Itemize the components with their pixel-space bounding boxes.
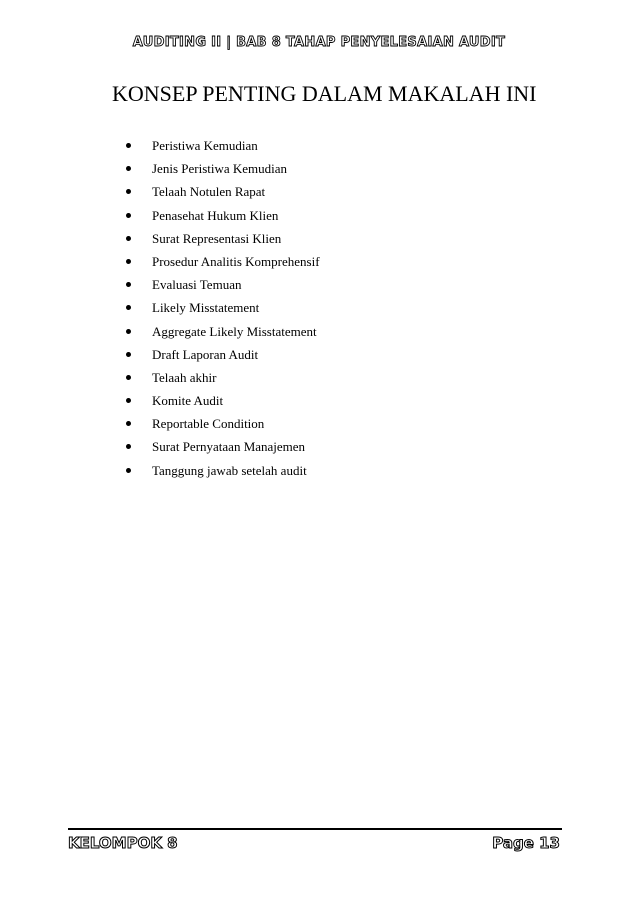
page-title: KONSEP PENTING DALAM MAKALAH INI bbox=[112, 81, 537, 106]
bullet-icon bbox=[126, 282, 131, 287]
running-header: AUDITING II | BAB 8 TAHAP PENYELESAIAN AUDIT bbox=[132, 35, 506, 50]
list-item bbox=[124, 459, 320, 482]
bullet-icon bbox=[126, 189, 131, 194]
footer-group-label: KELOMPOK 8 bbox=[68, 834, 178, 852]
list-item bbox=[124, 343, 320, 366]
list-item bbox=[124, 412, 320, 435]
list-item-label: Reportable Condition bbox=[152, 416, 265, 432]
bullet-icon bbox=[126, 305, 131, 310]
footer-divider bbox=[68, 828, 562, 830]
list-item-label: Telaah Notulen Rapat bbox=[152, 184, 266, 200]
list-item-label: Evaluasi Temuan bbox=[152, 277, 242, 293]
concept-list bbox=[124, 134, 320, 482]
bullet-icon bbox=[126, 398, 131, 403]
bullet-icon bbox=[126, 444, 131, 449]
list-item-label: Likely Misstatement bbox=[152, 300, 260, 316]
list-item-label: Prosedur Analitis Komprehensif bbox=[152, 253, 320, 269]
list-item-label: Jenis Peristiwa Kemudian bbox=[152, 161, 288, 177]
list-item bbox=[124, 134, 320, 157]
list-item-label: Telaah akhir bbox=[152, 369, 217, 385]
bullet-icon bbox=[126, 166, 131, 171]
bullet-icon bbox=[126, 468, 131, 473]
list-item-label: Peristiwa Kemudian bbox=[152, 138, 258, 153]
list-item bbox=[124, 366, 320, 389]
footer-page-number: Page 13 bbox=[492, 834, 560, 852]
bullet-icon bbox=[126, 329, 131, 334]
bullet-icon bbox=[126, 213, 131, 218]
list-item bbox=[124, 227, 320, 250]
list-item-label: Aggregate Likely Misstatement bbox=[152, 323, 317, 339]
list-item bbox=[124, 204, 320, 227]
list-item-label: Penasehat Hukum Klien bbox=[152, 207, 279, 223]
bullet-icon bbox=[126, 259, 131, 264]
list-item bbox=[124, 273, 320, 296]
list-item bbox=[124, 157, 320, 180]
list-item bbox=[124, 250, 320, 273]
list-item bbox=[124, 435, 320, 458]
list-item bbox=[124, 320, 320, 343]
list-item-label: Komite Audit bbox=[152, 393, 224, 409]
list-item bbox=[124, 180, 320, 203]
list-item-label: Draft Laporan Audit bbox=[152, 346, 259, 362]
list-item-label: Surat Representasi Klien bbox=[152, 230, 282, 246]
list-item-label: Tanggung jawab setelah audit bbox=[152, 462, 307, 478]
list-item bbox=[124, 296, 320, 319]
list-item bbox=[124, 389, 320, 412]
bullet-icon bbox=[126, 143, 131, 148]
bullet-icon bbox=[126, 352, 131, 357]
list-item-label: Surat Pernyataan Manajemen bbox=[152, 439, 306, 455]
bullet-icon bbox=[126, 421, 131, 426]
bullet-icon bbox=[126, 375, 131, 380]
bullet-icon bbox=[126, 236, 131, 241]
